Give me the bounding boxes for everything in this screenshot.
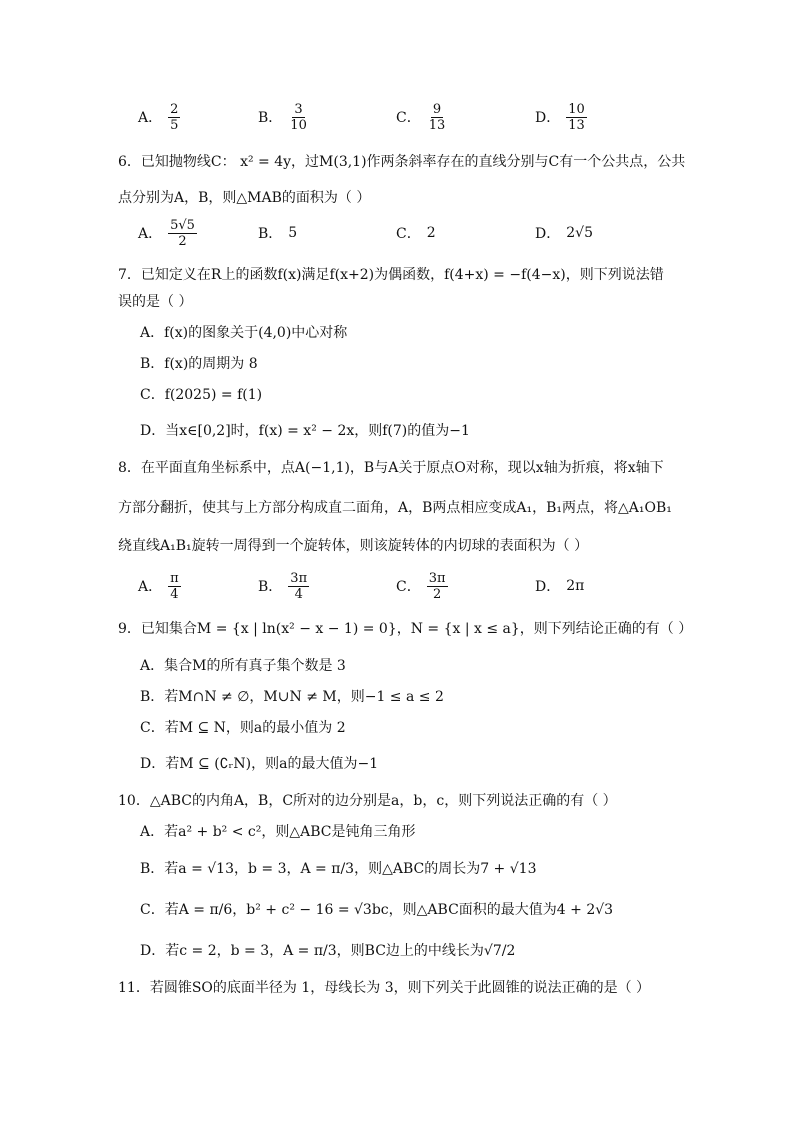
q7-option-c: C．f(2025) = f(1) (140, 387, 263, 403)
option-value: 2√5 (566, 225, 593, 241)
q6-option-a (138, 213, 197, 253)
q6-stem-line1: 6．已知抛物线C： x² = 4y，过M(3,1)作两条斜率存在的直线分别与C有一个公共点，公共 (118, 154, 686, 170)
option-label: B． (258, 226, 283, 242)
q6-options (138, 213, 698, 253)
q6-stem-line2: 点分别为A，B，则△MAB的面积为（ ） (118, 190, 371, 206)
q9-option-c: C．若M ⊆ N，则a的最小值为 2 (140, 720, 346, 736)
q10-option-a: A．若a² + b² < c²，则△ABC是钝角三角形 (140, 824, 416, 840)
q5-options (138, 97, 698, 137)
option-label: A． (138, 110, 163, 126)
q8-option-d (535, 566, 584, 606)
option-label: D． (535, 226, 561, 242)
option-label: A． (138, 579, 163, 595)
q7-option-a: A．f(x)的图象关于(4,0)中心对称 (140, 325, 348, 341)
q9-stem: 9．已知集合M = {x | ln(x² − x − 1) = 0}，N = {x | x ≤ a}，则下列结论正确的有（ ） (118, 621, 693, 637)
fraction: $\frac{3\pi}{2}$ (428, 570, 446, 602)
q5-option-d (535, 97, 587, 137)
option-value: 2 (426, 225, 436, 241)
q5-option-c (396, 97, 447, 137)
q5-option-b (258, 97, 309, 137)
option-label: C． (396, 110, 421, 126)
fraction: $\frac{9}{13}$ (428, 101, 446, 133)
q8-stem-line3: 绕直线A₁B₁旋转一周得到一个旋转体，则该旋转体的内切球的表面积为（ ） (118, 538, 589, 554)
fraction: $\frac{2}{5}$ (170, 101, 179, 133)
q9-option-b: B．若M∩N ≠ ∅，M∪N ≠ M，则−1 ≤ a ≤ 2 (140, 689, 444, 705)
q10-option-b: B．若a = √13，b = 3，A = π/3，则△ABC的周长为7 + √13 (140, 861, 537, 877)
q7-stem-line1: 7．已知定义在R上的函数f(x)满足f(x+2)为偶函数，f(4+x) = −f(4−x)，则下列说法错 (118, 267, 664, 283)
q11-stem: 11．若圆锥SO的底面半径为 1，母线长为 3，则下列关于此圆锥的说法正确的是（ ） (118, 980, 651, 996)
q10-option-c: C．若A = π/6，b² + c² − 16 = √3bc，则△ABC面积的最大值为4 + 2√3 (140, 902, 614, 918)
q8-stem-line1: 8．在平面直角坐标系中，点A(−1,1)，B与A关于原点O对称，现以x轴为折痕，将x轴下 (118, 460, 664, 476)
q8-option-b (258, 566, 309, 606)
q9-option-d: D．若M ⊆ (∁ᵣN)，则a的最大值为−1 (140, 756, 379, 772)
fraction: $\frac{\pi}{4}$ (170, 570, 179, 602)
option-label: D． (535, 110, 561, 126)
q8-options (138, 566, 698, 606)
q7-option-b: B．f(x)的周期为 8 (140, 356, 258, 372)
q10-stem: 10．△ABC的内角A，B，C所对的边分别是a，b，c，则下列说法正确的有（ ） (118, 793, 617, 809)
q6-option-b (258, 213, 297, 253)
option-label: C． (396, 579, 421, 595)
option-label: A． (138, 226, 163, 242)
q5-option-a (138, 97, 180, 137)
q6-option-d (535, 213, 593, 253)
fraction: $\frac{3}{10}$ (290, 101, 307, 133)
option-label: D． (535, 579, 561, 595)
fraction: $\frac{5√5}{2}$ (170, 217, 195, 249)
option-label: C． (396, 226, 421, 242)
q8-option-a (138, 566, 181, 606)
q8-stem-line2: 方部分翻折，使其与上方部分构成直二面角，A，B两点相应变成A₁，B₁两点，将△A₁OB₁ (118, 500, 672, 516)
q9-option-a: A．集合M的所有真子集个数是 3 (140, 658, 346, 674)
option-label: B． (258, 110, 283, 126)
q7-stem-line2: 误的是（ ） (118, 294, 193, 310)
fraction: $\frac{10}{13}$ (568, 101, 585, 133)
q7-option-d: D．当x∈[0,2]时，f(x) = x² − 2x，则f(7)的值为−1 (140, 423, 470, 439)
q8-option-c (396, 566, 448, 606)
fraction: $\frac{3\pi}{4}$ (290, 570, 308, 602)
option-value: 2π (566, 578, 585, 594)
q6-option-c (396, 213, 436, 253)
option-label: B． (258, 579, 283, 595)
q10-option-d: D．若c = 2，b = 3，A = π/3，则BC边上的中线长为√7/2 (140, 943, 516, 959)
option-value: 5 (288, 225, 298, 241)
